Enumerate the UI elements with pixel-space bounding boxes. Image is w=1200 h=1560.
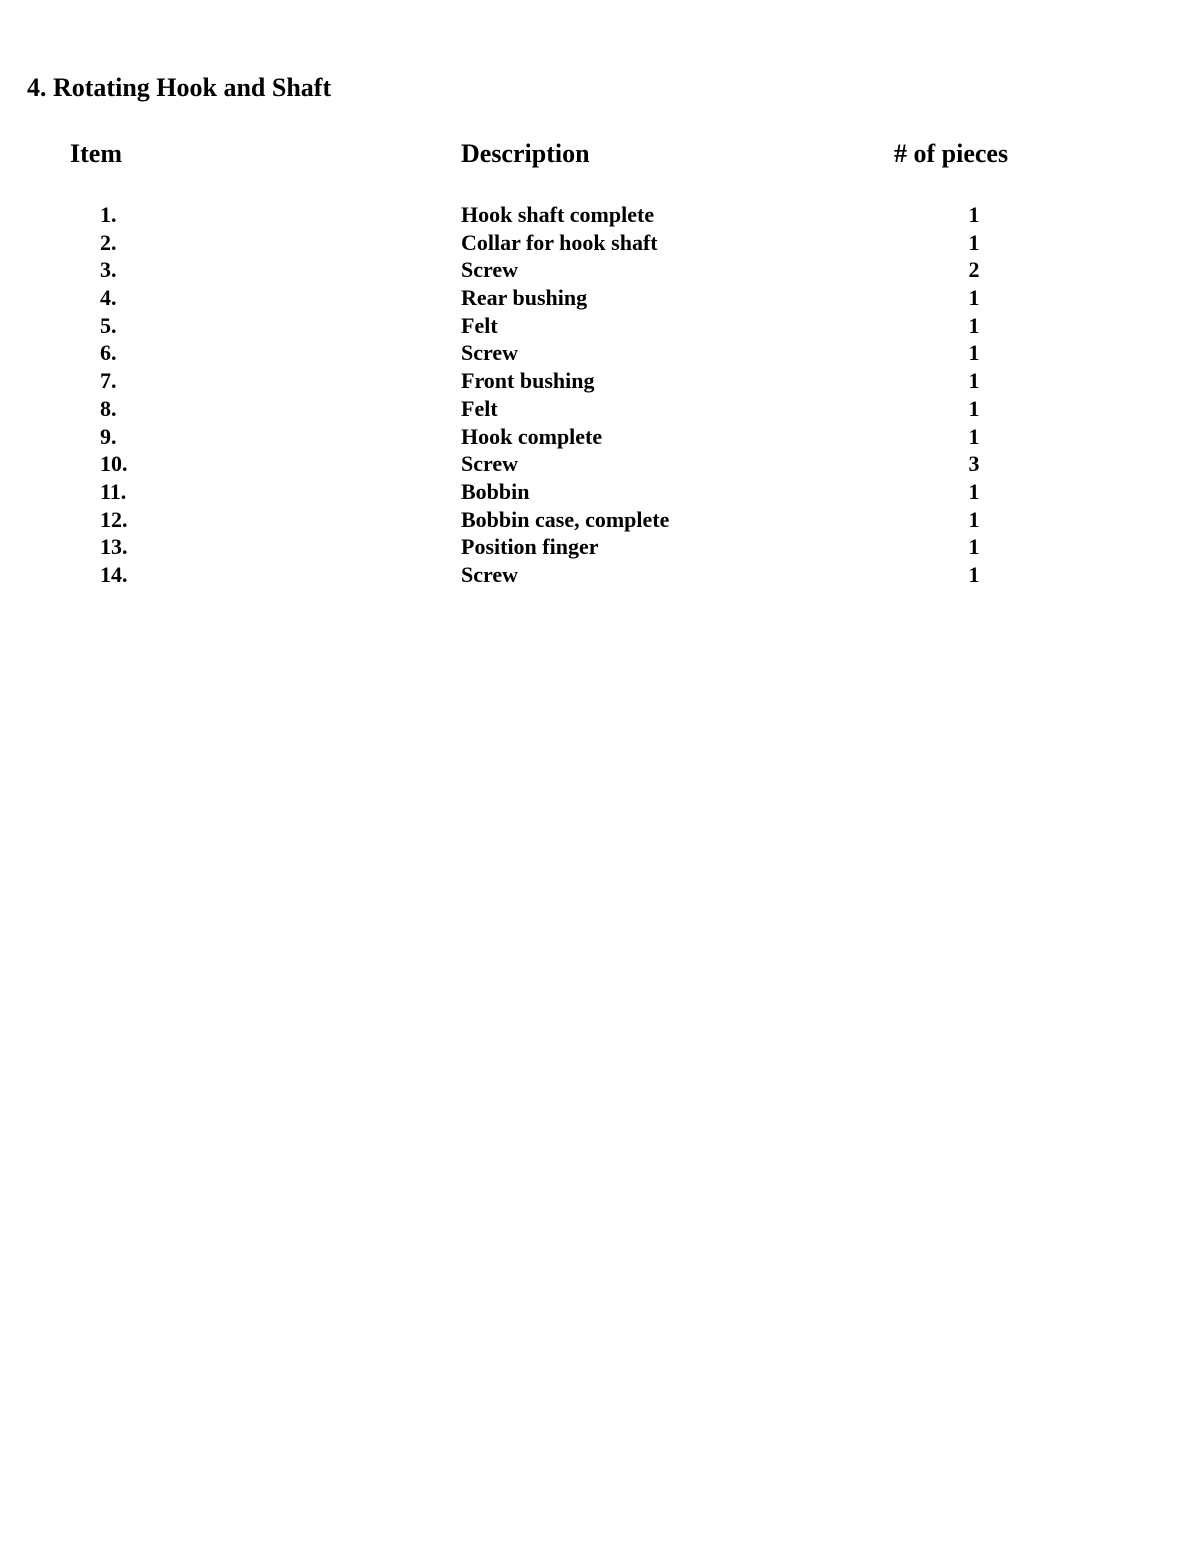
column-header-item: Item <box>70 139 122 168</box>
item-number: 14. <box>100 561 128 587</box>
item-pieces: 1 <box>968 285 980 311</box>
item-number: 13. <box>100 534 128 560</box>
item-description: Bobbin <box>461 478 530 504</box>
item-pieces: 1 <box>968 478 980 504</box>
table-row <box>0 561 1200 589</box>
item-pieces: 1 <box>968 312 980 338</box>
item-number: 10. <box>100 451 128 477</box>
table-row <box>0 506 1200 534</box>
item-number: 8. <box>100 395 117 421</box>
item-pieces: 1 <box>968 395 980 421</box>
table-row <box>0 533 1200 561</box>
item-pieces: 1 <box>968 229 980 255</box>
item-number: 4. <box>100 285 117 311</box>
item-description: Front bushing <box>461 368 595 394</box>
table-row <box>0 423 1200 451</box>
item-pieces: 1 <box>968 340 980 366</box>
table-row <box>0 450 1200 478</box>
table-row <box>0 312 1200 340</box>
column-header-pieces: # of pieces <box>894 139 1009 168</box>
item-description: Collar for hook shaft <box>461 229 658 255</box>
item-description: Felt <box>461 395 498 421</box>
item-description: Position finger <box>461 534 599 560</box>
item-description: Hook complete <box>461 423 603 449</box>
item-pieces: 3 <box>968 451 980 477</box>
item-pieces: 1 <box>968 202 980 227</box>
item-number: 9. <box>100 423 117 449</box>
item-description: Felt <box>461 312 498 338</box>
table-row <box>0 256 1200 284</box>
table-row <box>0 478 1200 506</box>
item-number: 2. <box>100 229 117 255</box>
item-description: Hook shaft complete <box>461 202 655 227</box>
table-row <box>0 201 1200 229</box>
table-row <box>0 284 1200 312</box>
item-description: Screw <box>461 451 519 477</box>
item-pieces: 1 <box>968 368 980 394</box>
column-header-description: Description <box>461 139 590 168</box>
item-description: Rear bushing <box>461 285 588 311</box>
item-description: Screw <box>461 340 519 366</box>
item-pieces: 1 <box>968 534 980 560</box>
item-number: 1. <box>100 202 117 227</box>
item-number: 3. <box>100 257 117 283</box>
item-pieces: 1 <box>968 561 980 587</box>
item-number: 6. <box>100 340 117 366</box>
item-description: Screw <box>461 257 519 283</box>
item-pieces: 2 <box>968 257 980 283</box>
item-pieces: 1 <box>968 506 980 532</box>
item-number: 11. <box>100 478 127 504</box>
item-number: 12. <box>100 506 128 532</box>
page-title: 4. Rotating Hook and Shaft <box>27 73 332 102</box>
item-number: 7. <box>100 368 117 394</box>
table-row <box>0 339 1200 367</box>
parts-table <box>0 201 1200 589</box>
item-pieces: 1 <box>968 423 980 449</box>
item-number: 5. <box>100 312 117 338</box>
table-row <box>0 367 1200 395</box>
table-row <box>0 229 1200 257</box>
item-description: Screw <box>461 561 519 587</box>
table-row <box>0 395 1200 423</box>
item-description: Bobbin case, complete <box>461 506 670 532</box>
